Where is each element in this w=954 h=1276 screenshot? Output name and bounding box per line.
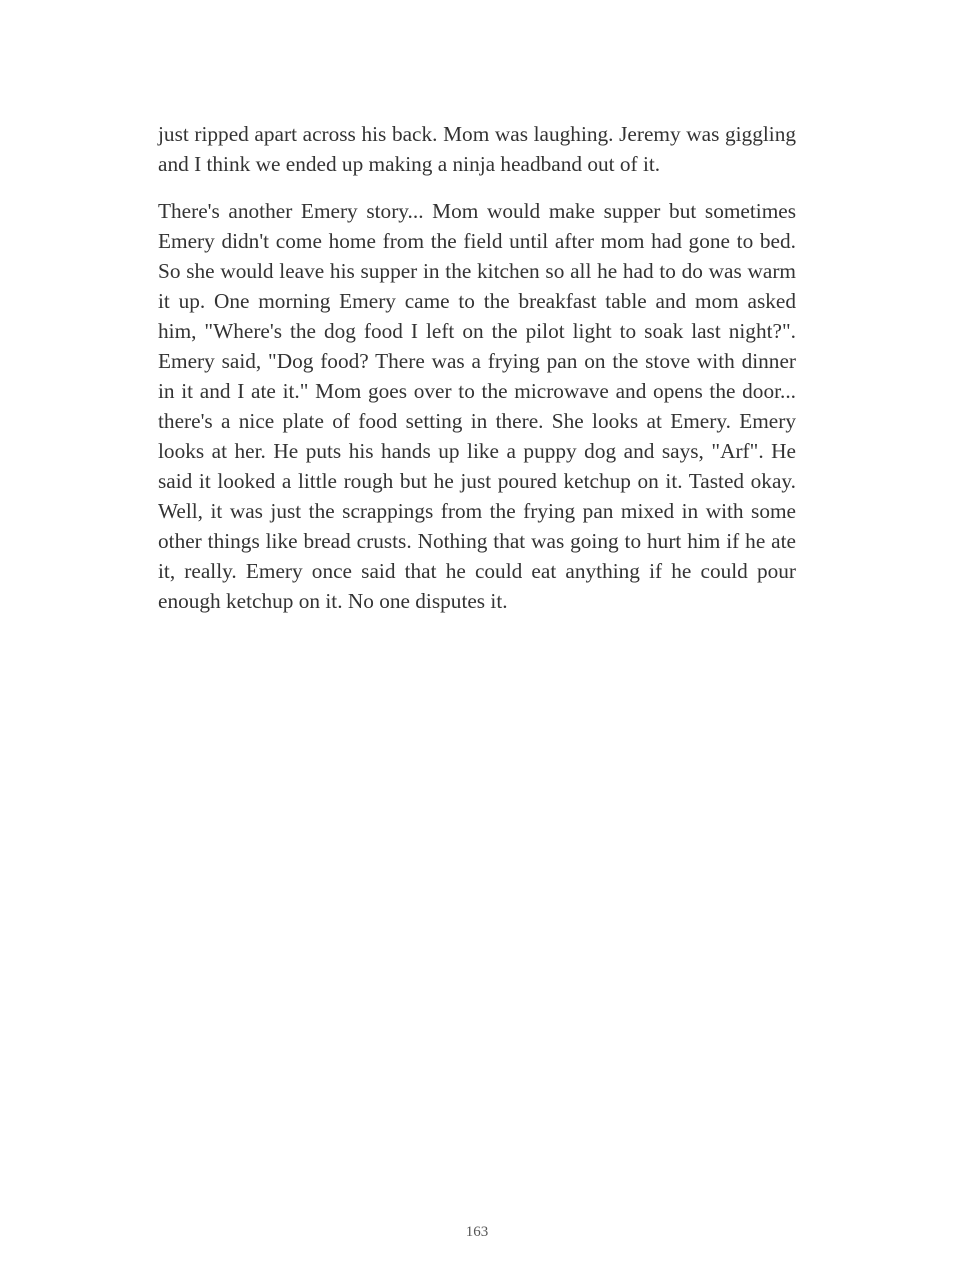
- paragraph: There's another Emery story... Mom would make supper but sometimes Emery didn't come home from the field until after mom had gone to bed. So she would leave his supper in the kitchen so all he had to do was warm it up. One morning Emery came to the breakfast table and mom asked him, "Where's the dog food I left on the pilot light to soak last night?". Emery said, "Dog food? There was a frying pan on the stove with dinner in it and I ate it." Mom goes over to the microwave and opens the door... there's a nice plate of food setting in there. She looks at Emery. Emery looks at her. He puts his hands up like a puppy dog and says, "Arf". He said it looked a little rough but he just poured ketchup on it. Tasted okay. Well, it was just the scrappings from the frying pan mixed in with some other things like bread crusts. Nothing that was going to hurt him if he ate it, really. Emery once said that he could eat anything if he could pour enough ketchup on it. No one disputes it.: [158, 199, 796, 613]
- page-body: [158, 119, 796, 616]
- paragraph: just ripped apart across his back. Mom was laughing. Jeremy was giggling and I think we ended up making a ninja headband out of it.: [158, 122, 796, 176]
- page-number: 163: [465, 1224, 489, 1240]
